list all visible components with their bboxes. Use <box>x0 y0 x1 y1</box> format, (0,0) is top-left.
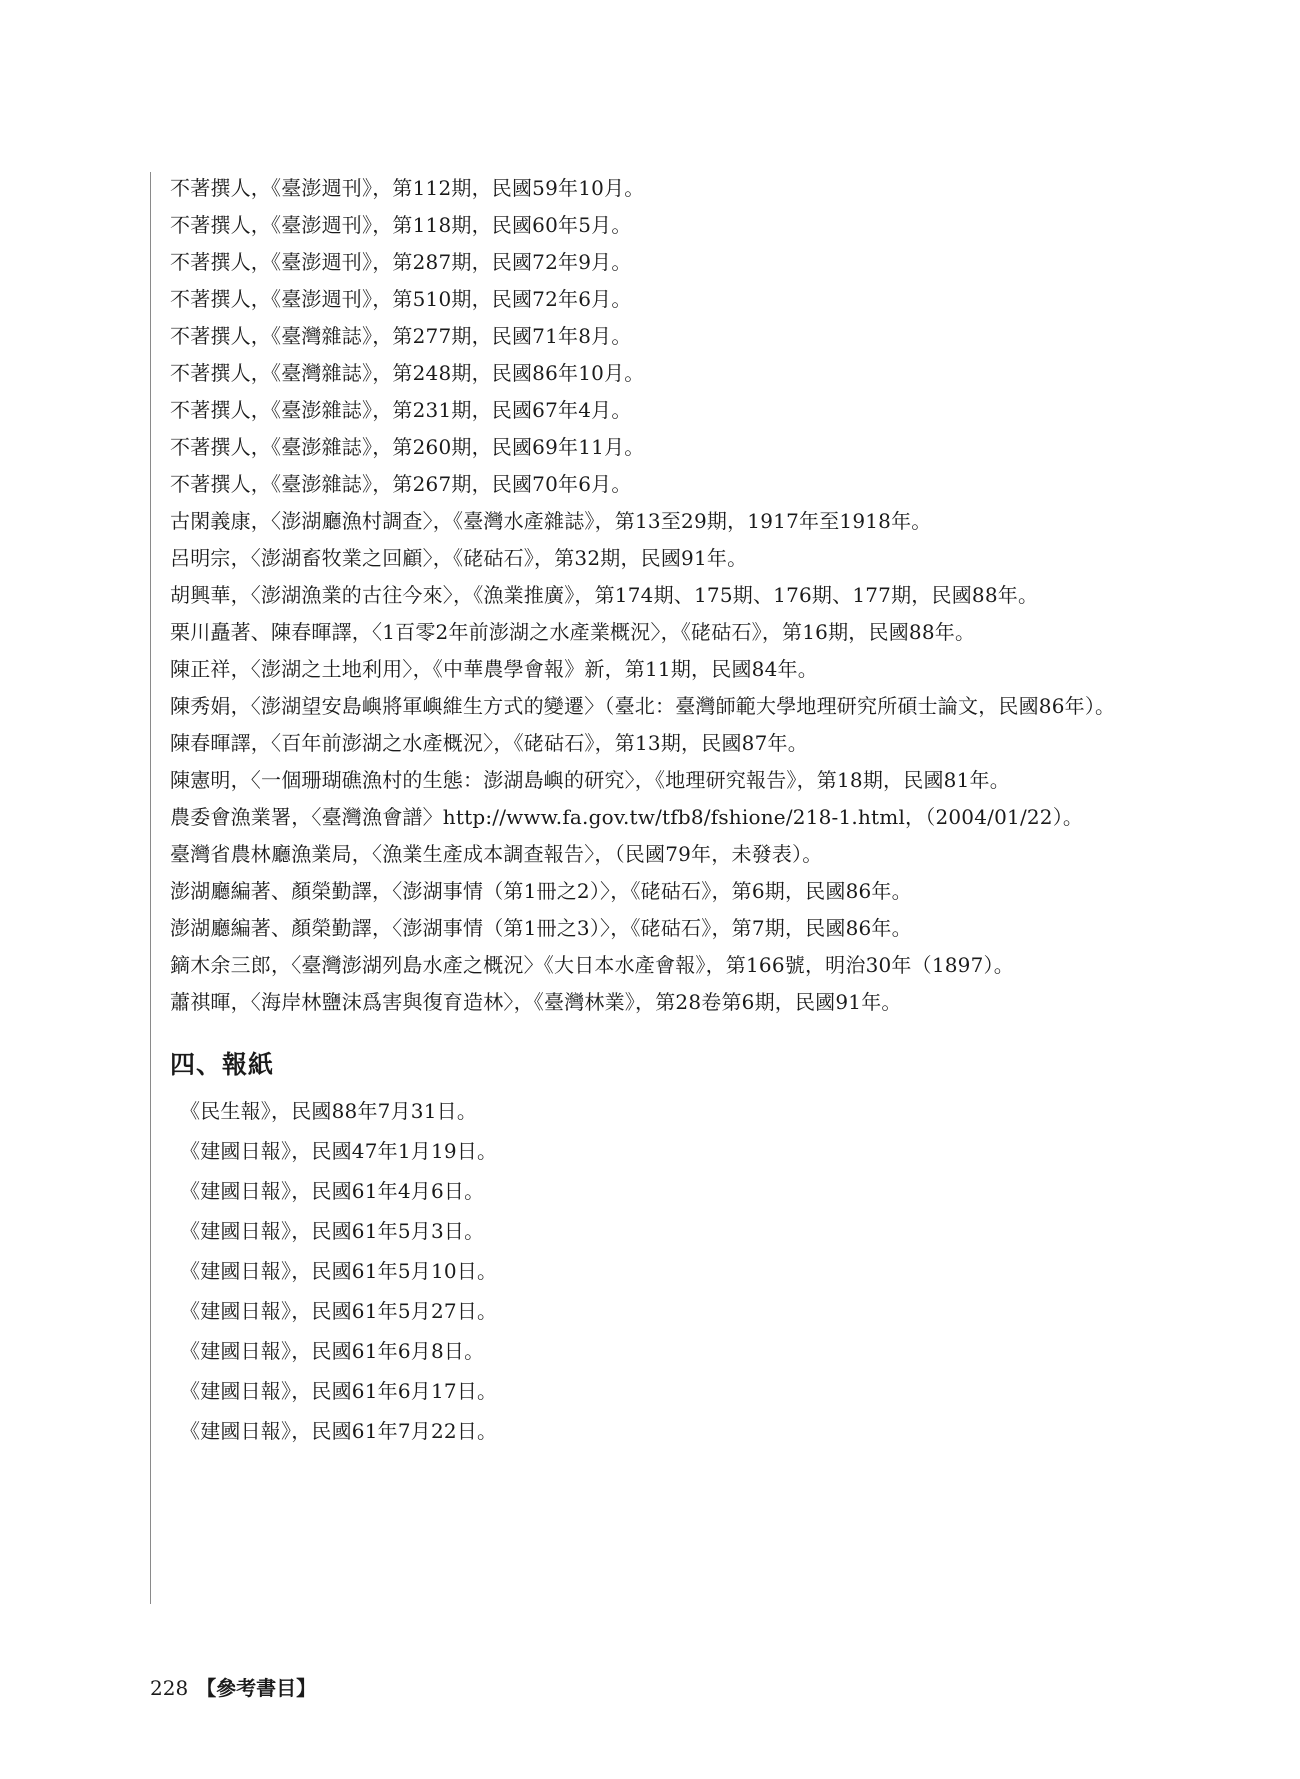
reference-entry: 不著撰人，《臺澎週刊》，第112期，民國59年10月。 <box>170 176 645 200</box>
newspaper-entry: 《建國日報》，民國61年6月8日。 <box>180 1339 485 1363</box>
reference-entry: 不著撰人，《臺澎週刊》，第510期，民國72年6月。 <box>170 287 632 311</box>
page-content <box>170 170 1140 1451</box>
reference-entry: 不著撰人，《臺澎週刊》，第287期，民國72年9月。 <box>170 250 632 274</box>
newspaper-entry: 《建國日報》，民國61年5月10日。 <box>180 1259 498 1283</box>
reference-entry: 農委會漁業署，〈臺灣漁會譜〉http://www.fa.gov.tw/tfb8/fshione/218-1.html，（2004/01/22）。 <box>170 805 1084 829</box>
reference-entry: 不著撰人，《臺澎週刊》，第118期，民國60年5月。 <box>170 213 632 237</box>
margin-rule <box>150 172 151 1604</box>
reference-entry: 臺灣省農林廳漁業局，〈漁業生產成本調查報告〉，（民國79年，未發表）。 <box>170 842 823 866</box>
reference-entry: 澎湖廳編著、顏榮勤譯，〈澎湖事情（第1冊之3）〉，《硓𥑮石》，第7期，民國86年。 <box>170 916 912 940</box>
reference-entry: 澎湖廳編著、顏榮勤譯，〈澎湖事情（第1冊之2）〉，《硓𥑮石》，第6期，民國86年。 <box>170 879 912 903</box>
newspaper-entry: 《建國日報》，民國61年5月27日。 <box>180 1299 498 1323</box>
newspaper-entry: 《建國日報》，民國61年7月22日。 <box>180 1419 498 1443</box>
page-footer <box>150 1672 316 1701</box>
reference-entry: 鏑木余三郎，〈臺灣澎湖列島水產之概況〉《大日本水產會報》，第166號，明治30年（1897）。 <box>170 953 1014 977</box>
newspaper-list <box>170 1091 1140 1451</box>
reference-entry: 不著撰人，《臺灣雜誌》，第277期，民國71年8月。 <box>170 324 632 348</box>
newspaper-entry: 《民生報》，民國88年7月31日。 <box>180 1099 478 1123</box>
reference-entry: 不著撰人，《臺澎雜誌》，第267期，民國70年6月。 <box>170 472 632 496</box>
reference-entry: 胡興華，〈澎湖漁業的古往今來〉，《漁業推廣》，第174期、175期、176期、177期，民國88年。 <box>170 583 1039 607</box>
reference-entry: 呂明宗，〈澎湖畜牧業之回顧〉，《硓𥑮石》，第32期，民國91年。 <box>170 546 748 570</box>
reference-entry: 陳春暉譯，〈百年前澎湖之水產概況〉，《硓𥑮石》，第13期，民國87年。 <box>170 731 808 755</box>
reference-entry: 蕭祺暉，〈海岸林鹽沫爲害與復育造林〉，《臺灣林業》，第28卷第6期，民國91年。 <box>170 990 902 1014</box>
reference-entry: 栗川矗著、陳春暉譯，〈1百零2年前澎湖之水產業概況〉，《硓𥑮石》，第16期，民國88年。 <box>170 620 976 644</box>
reference-entry: 陳秀娟，〈澎湖望安島嶼將軍嶼維生方式的變遷〉（臺北：臺灣師範大學地理研究所碩士論文，民國86年）。 <box>170 694 1116 718</box>
periodical-list <box>170 170 1140 1021</box>
reference-entry: 不著撰人，《臺灣雜誌》，第248期，民國86年10月。 <box>170 361 645 385</box>
newspaper-entry: 《建國日報》，民國61年4月6日。 <box>180 1179 485 1203</box>
reference-entry: 不著撰人，《臺澎雜誌》，第231期，民國67年4月。 <box>170 398 632 422</box>
page-number: 228 <box>150 1676 189 1700</box>
newspaper-entry: 《建國日報》，民國47年1月19日。 <box>180 1139 498 1163</box>
newspaper-entry: 《建國日報》，民國61年5月3日。 <box>180 1219 485 1243</box>
footer-section-label: 【參考書目】 <box>196 1676 317 1700</box>
reference-entry: 不著撰人，《臺澎雜誌》，第260期，民國69年11月。 <box>170 435 645 459</box>
reference-entry: 古閑義康，〈澎湖廳漁村調查〉，《臺灣水產雜誌》，第13至29期，1917年至1918年。 <box>170 509 932 533</box>
reference-entry: 陳憲明，〈一個珊瑚礁漁村的生態：澎湖島嶼的研究〉，《地理研究報告》，第18期，民國81年。 <box>170 768 1010 792</box>
section-heading-newspapers: 四、報紙 <box>170 1050 275 1079</box>
reference-entry: 陳正祥，〈澎湖之土地利用〉，《中華農學會報》新，第11期，民國84年。 <box>170 657 818 681</box>
newspaper-entry: 《建國日報》，民國61年6月17日。 <box>180 1379 498 1403</box>
